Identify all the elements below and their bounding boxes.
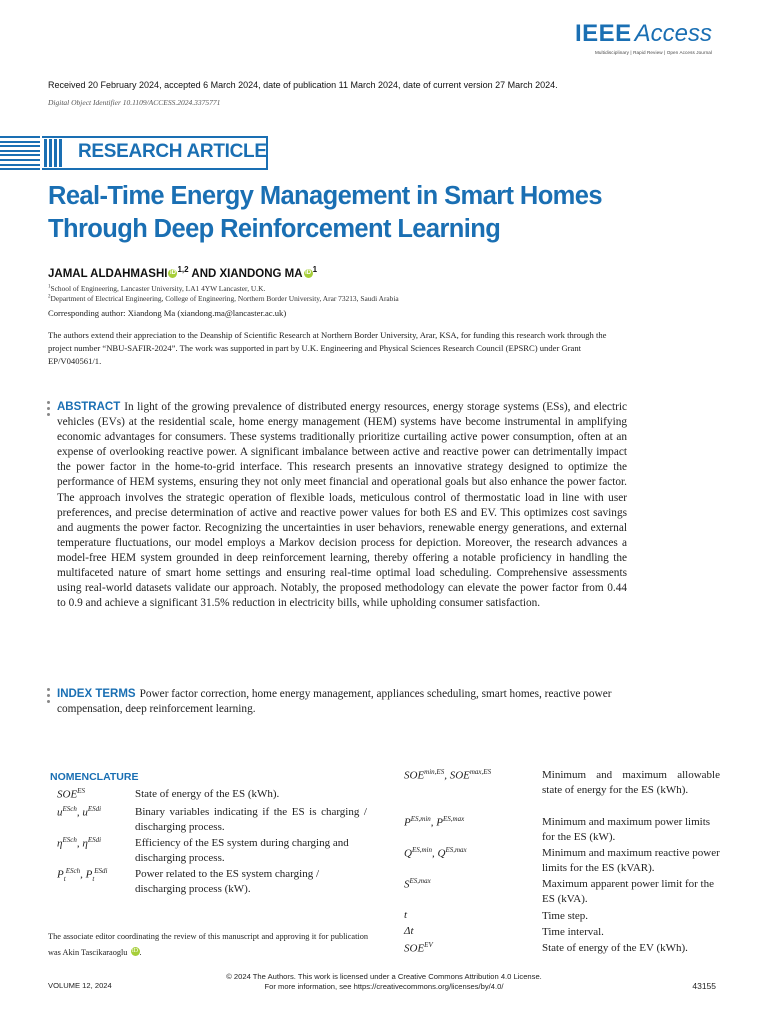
- definition: Binary variables indicating if the ES is charging / discharging process.: [135, 806, 367, 834]
- symbol-soe-minmax: $SOE^{min,ES}$, $SOE^{max,ES}$: [404, 768, 492, 782]
- definition: Time interval.: [542, 926, 604, 938]
- definition: Minimum and maximum power limits for the ES (kW).: [542, 816, 711, 844]
- symbol-p-minmax: $P^{ES,min}$, $P^{ES,max}$: [404, 815, 465, 829]
- author-list: [48, 265, 317, 280]
- paper-title: [48, 180, 728, 246]
- journal-logo: [575, 22, 712, 55]
- section-dots-icon: [47, 401, 50, 419]
- page-number: 43155: [692, 981, 716, 991]
- symbol-soe-es: $SOE^{ES}$: [57, 787, 85, 801]
- affiliation-1: $^1$School of Engineering, Lancaster University, LA1 4YW Lancaster, U.K.: [48, 284, 266, 293]
- editor-note: The associate editor coordinating the review of this manuscript and approving it for publication was Akin Tascikaraoglu iD .: [48, 932, 368, 957]
- symbol-u-es: $u^{ESch}$, $u^{ESdi}$: [57, 805, 102, 819]
- definition: State of energy of the ES (kWh).: [135, 788, 280, 800]
- symbol-eta-es: $\eta^{ESch}$, $\eta^{ESdi}$: [57, 836, 102, 850]
- nomenclature-heading: NOMENCLATURE: [50, 771, 139, 783]
- banner-bars-icon: [44, 139, 66, 167]
- license-line-1: © 2024 The Authors. This work is licensed under a Creative Commons Attribution 4.0 License.: [226, 972, 542, 981]
- title-line-2: Through Deep Reinforcement Learning: [48, 215, 501, 243]
- definition: Time step.: [542, 910, 589, 922]
- section-dots-icon: [47, 688, 50, 706]
- symbol-q-minmax: $Q^{ES,min}$, $Q^{ES,max}$: [404, 846, 467, 860]
- symbol-p-es: $P_t^{ESch}$, $P_t^{ESdi}$: [57, 867, 108, 883]
- orcid-icon[interactable]: iD: [169, 269, 176, 276]
- definition: Maximum apparent power limit for the ES (kVA).: [542, 878, 714, 906]
- corresponding-author: Corresponding author: Xiandong Ma (xiandong.ma@lancaster.ac.uk): [48, 308, 287, 318]
- author-2-affil: 1: [312, 265, 318, 274]
- definition: State of energy of the EV (kWh).: [542, 942, 688, 954]
- banner-stripes: [0, 136, 40, 170]
- logo-italic-text: Access: [634, 20, 712, 47]
- license-link[interactable]: For more information, see https://creativecommons.org/licenses/by/4.0/: [264, 981, 504, 991]
- definition: Minimum and maximum allowable state of energy for the ES (kWh).: [542, 769, 720, 797]
- abstract-label: ABSTRACT: [57, 401, 121, 413]
- orcid-icon[interactable]: iD: [305, 269, 312, 276]
- definition: Minimum and maximum reactive power limits for the ES (kVAR).: [542, 847, 720, 875]
- author-and: AND: [191, 267, 217, 280]
- author-1-affil: 1,2: [177, 265, 189, 274]
- editor-note-text: The associate editor coordinating the review of this manuscript and approving it for publication was Akin Tascikaraoglu: [48, 932, 368, 957]
- funding-statement: The authors extend their appreciation to the Deanship of Scientific Research at Northern Border University, Arar, KSA, for funding this research work through the project number “NBU-SAFIR-2024”. The work was supported in part by U.K. Engineering and Physical Sciences Research Council (EPSRC) under Grant EP/V040561/1.: [48, 330, 607, 366]
- symbol-t: t: [404, 909, 408, 921]
- author-1[interactable]: JAMAL ALDAHMASHI: [48, 267, 168, 280]
- received-dates: Received 20 February 2024, accepted 6 March 2024, date of publication 11 March 2024, date of current version 27 March 2024.: [48, 80, 558, 90]
- abstract: [57, 400, 627, 611]
- title-line-1: Real-Time Energy Management in Smart Homes: [48, 182, 602, 210]
- doi: Digital Object Identifier 10.1109/ACCESS.2024.3375771: [48, 98, 221, 107]
- definition: Power related to the ES system charging / discharging process (kW).: [135, 868, 320, 896]
- footer-volume: VOLUME 12, 2024: [48, 981, 112, 990]
- logo-bold-text: IEEE: [574, 20, 632, 47]
- index-terms: [57, 687, 637, 717]
- symbol-s-max: $S^{ES,max}$: [404, 877, 431, 891]
- index-terms-label: INDEX TERMS: [57, 688, 136, 700]
- definition: Efficiency of the ES system during charging and discharging process.: [135, 837, 349, 865]
- affiliation-2: $^2$Department of Electrical Engineering, College of Engineering, Northern Border University, Arar 73213, Saudi Arabia: [48, 294, 399, 303]
- author-2[interactable]: XIANDONG MA: [219, 267, 303, 280]
- symbol-soe-ev: $SOE^{EV}$: [404, 941, 433, 955]
- footer-license: [200, 972, 568, 991]
- journal-tagline: Multidisciplinary | Rapid Review | Open Access Journal: [594, 50, 712, 55]
- abstract-text: In light of the growing prevalence of distributed energy resources, energy storage systems (ESs), and electric vehicles (EVs) at the residential scale, home energy management (HEM) systems have become instrumental in amplifying economic advantages for consumers. These systems traditionally prioritize curtailing active power consumption, often at an expense of overlooking reactive power. A significant imbalance between active and reactive power can detrimentally impact the power factor in the home-to-grid interface. This research presents an innovative strategy designed to optimize the performance of HEM systems, ensuring they not only meet financial and operational goals but also enhance the power factor. The approach involves the strategic operation of flexible loads, meticulous control of thermostatic load in line with user preferences, and precise determination of active and reactive power values for both ES and EV. This optimizes cost savings and augments the power factor. Recognizing the uncertainties in user behaviors, renewable energy generations, and external temperature fluctuations, our model employs a Markov decision process for depiction. Moreover, the research advances a model-free HEM system grounded in deep reinforcement learning, thereby offering a notable proficiency in handling the multifaceted nature of smart home settings and ensuring real-time optimal load scheduling. Comprehensive assessments using real-world datasets validate our approach. Notably, the proposed methodology can elevate the power factor from 0.44 to 0.9 and achieve a significant 31.5% reduction in electricity bills, while upholding consumer satisfaction.: [57, 401, 627, 610]
- symbol-delta-t: Δt: [404, 925, 414, 937]
- orcid-icon[interactable]: iD: [132, 948, 139, 954]
- index-terms-text: Power factor correction, home energy management, appliances scheduling, smart homes, reactive power compensation, deep reinforcement learning.: [57, 688, 612, 716]
- article-type: RESEARCH ARTICLE: [78, 141, 267, 162]
